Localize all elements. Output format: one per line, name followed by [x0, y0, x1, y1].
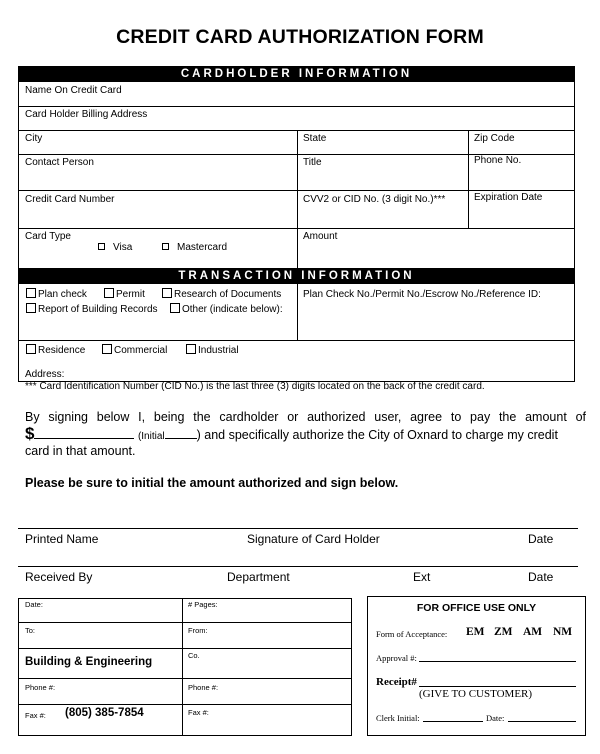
fax-date-label: Date: [25, 600, 43, 609]
commercial-option[interactable] [102, 344, 167, 356]
commercial-label: Commercial [114, 345, 168, 356]
cardholder-header: CARDHOLDER INFORMATION [18, 66, 575, 82]
amount-field[interactable] [34, 427, 134, 439]
receipt-label: Receipt# [376, 676, 417, 688]
date-label-2: Date [528, 570, 554, 584]
mastercard-checkbox[interactable] [162, 243, 169, 250]
fax-to-label: To: [25, 626, 36, 635]
fax-phone-label-1: Phone #: [25, 683, 56, 692]
other-option[interactable] [170, 303, 283, 315]
report-checkbox[interactable] [26, 303, 36, 313]
permit-checkbox[interactable] [104, 288, 114, 298]
fax-phone-label-2: Phone #: [188, 683, 219, 692]
billing-address-field[interactable] [190, 108, 570, 128]
title-label: Title [303, 157, 322, 168]
clerk-initial-label: Clerk Initial: [376, 713, 420, 723]
agreement-line-2-text: ) and specifically authorize the City of Oxnard to charge my credit [196, 428, 558, 442]
fax-number-label: Fax #: [25, 711, 46, 720]
plan-check-checkbox[interactable] [26, 288, 36, 298]
fax-from-label: From: [188, 626, 208, 635]
residence-option[interactable] [26, 344, 85, 356]
research-label: Research of Documents [174, 289, 282, 300]
give-to-customer: (GIVE TO CUSTOMER) [419, 688, 533, 700]
residence-checkbox[interactable] [26, 344, 36, 354]
industrial-label: Industrial [198, 345, 239, 356]
date-label-1: Date [528, 532, 554, 546]
plan-check-label: Plan check [38, 289, 87, 300]
transaction-header: TRANSACTION INFORMATION [18, 268, 575, 284]
name-on-card-label: Name On Credit Card [25, 85, 122, 96]
phone-label: Phone No. [474, 155, 522, 166]
billing-address-label: Card Holder Billing Address [25, 109, 148, 120]
received-by-label: Received By [25, 570, 93, 584]
name-on-card-field[interactable] [160, 84, 570, 104]
fax-co-label: Co. [188, 651, 200, 660]
plan-check-option[interactable] [26, 288, 87, 300]
form-of-acceptance-label: Form of Acceptance: [376, 629, 448, 639]
dollar-sign: $ [25, 424, 35, 443]
city-label: City [25, 133, 43, 144]
permit-option[interactable] [104, 288, 145, 300]
card-type-label: Card Type [25, 231, 71, 242]
research-option[interactable] [162, 288, 281, 300]
ext-label: Ext [413, 570, 431, 584]
reference-label: Plan Check No./Permit No./Escrow No./Reference ID: [303, 289, 541, 300]
report-label: Report of Building Records [38, 304, 158, 315]
office-date-label: Date: [486, 713, 505, 723]
page-title: CREDIT CARD AUTHORIZATION FORM [116, 26, 484, 48]
mastercard-option[interactable] [162, 242, 227, 253]
agreement-line-3: card in that amount. [25, 444, 136, 458]
research-checkbox[interactable] [162, 288, 172, 298]
signature-label: Signature of Card Holder [247, 532, 380, 546]
initial-field[interactable] [165, 429, 197, 439]
zip-label: Zip Code [474, 133, 515, 144]
amount-label: Amount [303, 231, 338, 242]
agreement-line-1: By signing below I, being the cardholder or authorized user, agree to pay the amount of [25, 410, 586, 424]
office-use-header: FOR OFFICE USE ONLY [416, 602, 537, 614]
contact-person-label: Contact Person [25, 157, 94, 168]
address-label: Address: [25, 369, 65, 380]
fax-department: Building & Engineering [25, 656, 153, 668]
cvv-label: CVV2 or CID No. (3 digit No.)*** [303, 194, 446, 205]
initial-label: (Initial [137, 431, 165, 442]
mastercard-label: Mastercard [177, 242, 228, 253]
department-label: Department [227, 570, 290, 584]
expiration-label: Expiration Date [474, 192, 543, 203]
industrial-option[interactable] [186, 344, 239, 356]
printed-name-label: Printed Name [25, 532, 99, 546]
fax-number-label-2: Fax #: [188, 708, 209, 717]
acceptance-nm[interactable]: NM [553, 626, 573, 638]
report-option[interactable] [26, 303, 158, 315]
card-number-label: Credit Card Number [25, 194, 115, 205]
other-checkbox[interactable] [170, 303, 180, 313]
visa-label: Visa [113, 242, 133, 253]
acceptance-em[interactable]: EM [466, 626, 485, 638]
commercial-checkbox[interactable] [102, 344, 112, 354]
permit-label: Permit [116, 289, 145, 300]
footnote: *** Card Identification Number (CID No.) is the last three (3) digits located on the back of the credit card. [25, 381, 485, 392]
residence-label: Residence [38, 345, 86, 356]
industrial-checkbox[interactable] [186, 344, 196, 354]
approval-label: Approval #: [376, 653, 417, 663]
acceptance-zm[interactable]: ZM [494, 626, 513, 638]
instruction: Please be sure to initial the amount authorized and sign below. [25, 476, 399, 490]
visa-checkbox[interactable] [98, 243, 105, 250]
fax-number: (805) 385-7854 [65, 707, 144, 719]
acceptance-am[interactable]: AM [523, 626, 543, 638]
state-label: State [303, 133, 327, 144]
fax-pages-label: # Pages: [188, 600, 218, 609]
other-label: Other (indicate below): [182, 304, 283, 315]
visa-option[interactable] [98, 242, 132, 253]
